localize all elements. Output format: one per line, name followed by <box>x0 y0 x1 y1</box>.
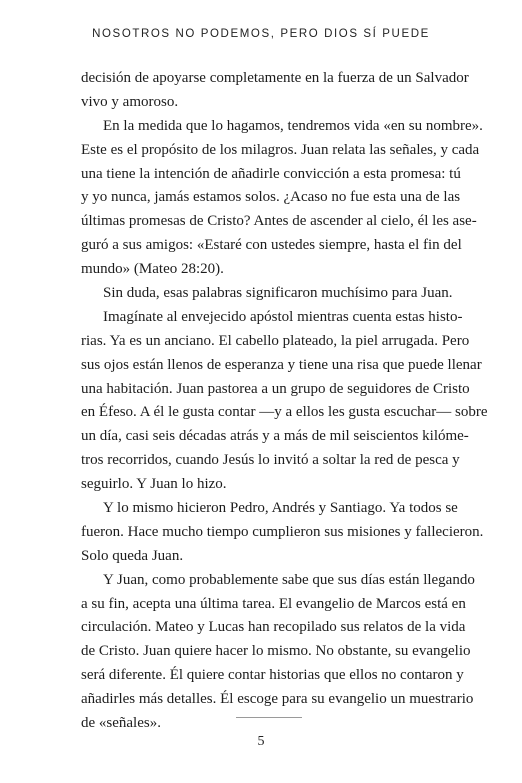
text-line: últimas promesas de Cristo? Antes de ascender al cielo, él les ase- <box>81 213 477 230</box>
text-line: añadirles más detalles. Él escoge para su evangelio un muestrario <box>81 691 474 708</box>
text-line: de «señales». <box>81 715 161 732</box>
running-head: NOSOTROS NO PODEMOS, PERO DIOS SÍ PUEDE <box>92 28 430 40</box>
text-line: de Cristo. Juan quiere hacer lo mismo. No obstante, su evangelio <box>81 643 471 660</box>
text-line: y yo nunca, jamás estamos solos. ¿Acaso no fue esta una de las <box>81 189 461 206</box>
text-line: guró a sus amigos: «Estaré con ustedes siempre, hasta el fin del <box>81 237 462 254</box>
text-line: Imagínate al envejecido apóstol mientras cuenta estas histo- <box>103 308 463 325</box>
text-line: En la medida que lo hagamos, tendremos vida «en su nombre». <box>103 117 483 134</box>
text-line: a su fin, acepta una última tarea. El evangelio de Marcos está en <box>81 595 466 612</box>
text-line: sus ojos están llenos de esperanza y tiene una risa que puede llenar <box>81 356 482 373</box>
text-line: decisión de apoyarse completamente en la fuerza de un Salvador <box>81 70 469 86</box>
text-line: Solo queda Juan. <box>81 547 184 564</box>
text-line: una tiene la intención de añadirle convicción a esta promesa: tú <box>81 165 461 182</box>
text-line: tros recorridos, cuando Jesús lo invitó a soltar la red de pesca y <box>81 452 460 469</box>
text-line: fueron. Hace mucho tiempo cumplieron sus misiones y fallecieron. <box>81 523 484 540</box>
text-line: mundo» (Mateo 28:20). <box>81 261 224 278</box>
text-line: circulación. Mateo y Lucas han recopilado sus relatos de la vida <box>81 619 466 636</box>
text-line: Este es el propósito de los milagros. Juan relata las señales, y cada <box>81 141 480 158</box>
text-line: una habitación. Juan pastorea a un grupo de seguidores de Cristo <box>81 380 470 397</box>
text-line: rias. Ya es un anciano. El cabello plateado, la piel arrugada. Pero <box>81 332 470 349</box>
text-line: Y lo mismo hicieron Pedro, Andrés y Santiago. Ya todos se <box>103 500 458 517</box>
text-line: Y Juan, como probablemente sabe que sus días están llegando <box>103 571 475 588</box>
text-line: en Éfeso. A él le gusta contar —y a ellos les gusta escuchar— sobre <box>81 404 488 421</box>
page-number: 5 <box>257 734 265 749</box>
body-text <box>81 67 488 736</box>
footer-divider <box>236 717 302 718</box>
text-line: Sin duda, esas palabras significaron muchísimo para Juan. <box>103 285 453 302</box>
text-line: un día, casi seis décadas atrás y a más de mil seiscientos kilóme- <box>81 428 469 445</box>
text-line: será diferente. Él quiere contar historias que ellos no contaron y <box>81 667 464 684</box>
text-line: vivo y amoroso. <box>81 93 179 110</box>
text-line: seguirlo. Y Juan lo hizo. <box>81 476 227 493</box>
